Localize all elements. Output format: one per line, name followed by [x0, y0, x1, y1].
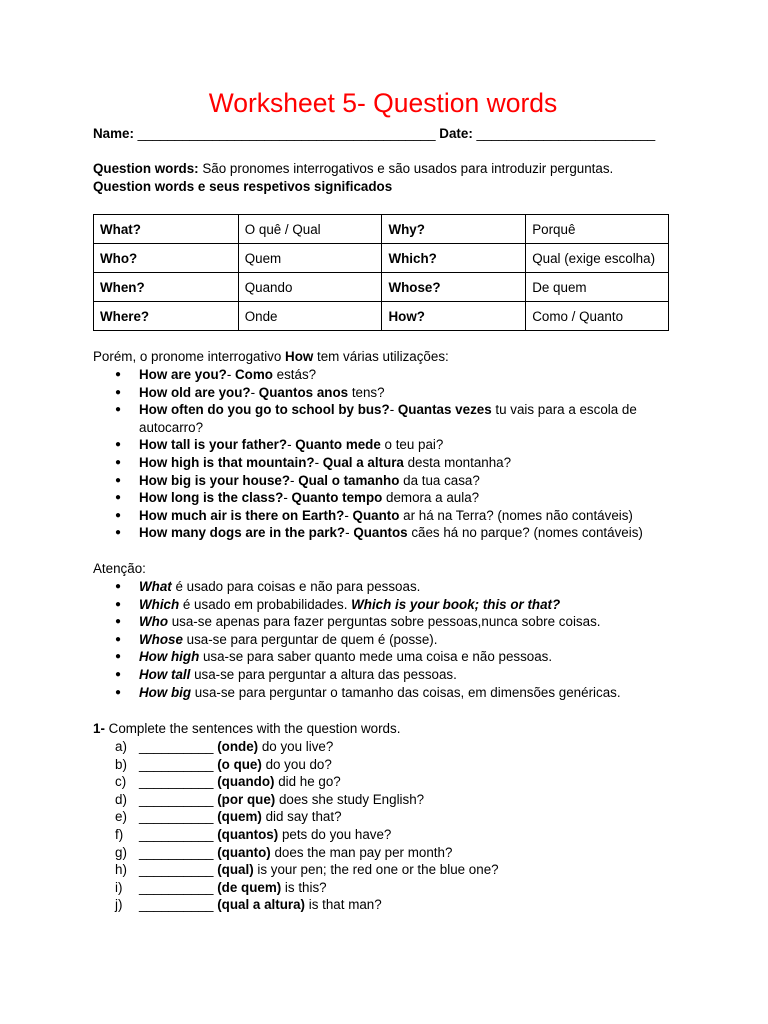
table-row [94, 215, 669, 244]
exercise-letter: f) [115, 826, 124, 842]
how-example-item: ● How often do you go to school by bus?- Quantas vezes tu vais para a escola de autocarro? [93, 401, 673, 436]
exercise-hint: (qual) [217, 862, 254, 878]
table-cell-question-word: Which? [382, 244, 526, 273]
attention-word: Who [139, 614, 168, 630]
table-cell-meaning: O quê / Qual [238, 215, 382, 244]
how-example-pt: Quantas vezes [397, 402, 492, 418]
how-example-en: How long is the class? [139, 490, 284, 506]
name-field[interactable]: ________________________________________ [137, 126, 436, 141]
exercise-item: b) __________ (o que) do you do? [93, 756, 499, 774]
how-example-en: How tall is your father? [139, 437, 288, 453]
how-examples-list [93, 366, 673, 542]
exercise-letter: h) [115, 862, 127, 878]
attention-word: How big [139, 684, 192, 700]
exercise-hint: (quem) [217, 809, 262, 825]
exercise-item: h) __________ (qual) is your pen; the red one or the blue one? [93, 861, 499, 879]
attention-note-item: ● How high usa-se para saber quanto mede uma coisa e não pessoas. [93, 648, 673, 666]
table-cell-meaning: Quando [238, 273, 382, 302]
answer-blank[interactable]: __________ [139, 879, 214, 895]
intro-label: Question words: [93, 161, 199, 176]
table-cell-question-word: Whose? [382, 273, 526, 302]
answer-blank[interactable]: __________ [139, 862, 214, 878]
table-cell-meaning: Onde [238, 302, 382, 331]
attention-word: How tall [139, 666, 191, 682]
exercise-letter: b) [115, 756, 127, 772]
exercise-item: a) __________ (onde) do you live? [93, 738, 499, 756]
exercise-letter: i) [115, 879, 123, 895]
attention-notes-list [93, 578, 673, 701]
attention-note-item: ● How tall usa-se para perguntar a altura das pessoas. [93, 666, 673, 684]
table-row [94, 302, 669, 331]
attention-word: Whose [139, 631, 183, 647]
how-example-pt: Qual o tamanho [298, 472, 400, 488]
attention-word: How high [139, 649, 200, 665]
how-example-en: How old are you? [139, 384, 251, 400]
date-field[interactable]: ________________________ [476, 126, 656, 141]
attention-word: Which [139, 596, 180, 612]
how-example-pt: Quanto tempo [291, 490, 383, 506]
how-intro: Porém, o pronome interrogativo How tem várias utilizações: [93, 349, 449, 364]
attention-label: Atenção: [93, 561, 146, 576]
how-example-en: How are you? [139, 367, 227, 382]
exercise-letter: c) [115, 774, 127, 790]
attention-word: What [139, 579, 172, 594]
answer-blank[interactable]: __________ [139, 809, 214, 825]
exercise-letter: g) [115, 844, 127, 860]
exercise-item: e) __________ (quem) did say that? [93, 808, 499, 826]
answer-blank[interactable]: __________ [139, 739, 214, 754]
how-example-en: How many dogs are in the park? [139, 525, 346, 541]
how-example-en: How big is your house? [139, 472, 291, 488]
intro-subheading: Question words e seus respetivos significados [93, 179, 393, 194]
exercise-item: j) __________ (qual a altura) is that man? [93, 896, 499, 914]
table-cell-meaning: De quem [526, 273, 669, 302]
exercise-letter: j) [115, 897, 123, 913]
question-words-table [93, 214, 669, 331]
how-word: How [285, 349, 314, 364]
worksheet-title: Worksheet 5- Question words [208, 88, 558, 118]
exercise-item: c) __________ (quando) did he go? [93, 773, 499, 791]
exercise-letter: a) [115, 739, 127, 754]
exercise-item: f) __________ (quantos) pets do you have? [93, 826, 499, 844]
table-cell-question-word: When? [94, 273, 239, 302]
intro-line [93, 160, 613, 178]
how-example-en: How high is that mountain? [139, 454, 315, 470]
attention-note-item: ● How big usa-se para perguntar o tamanho das coisas, em dimensões genéricas. [93, 684, 673, 702]
name-date-line [93, 125, 655, 143]
exercise-item: g) __________ (quanto) does the man pay per month? [93, 844, 499, 862]
exercise-letter: d) [115, 791, 127, 807]
exercise-letter: e) [115, 809, 127, 825]
how-example-pt: Quantos anos [258, 384, 349, 400]
table-cell-meaning: Qual (exige escolha) [526, 244, 669, 273]
exercise-hint: (por que) [217, 791, 276, 807]
date-label: Date: [439, 126, 473, 141]
how-example-pt: Quantos [353, 525, 408, 541]
exercise-item: d) __________ (por que) does she study English? [93, 791, 499, 809]
answer-blank[interactable]: __________ [139, 756, 214, 772]
how-example-item: ● How tall is your father?- Quanto mede o teu pai? [93, 436, 673, 454]
how-example-pt: Qual a altura [322, 454, 404, 470]
exercise-hint: (quando) [217, 774, 275, 790]
table-cell-meaning: Porquê [526, 215, 669, 244]
answer-blank[interactable]: __________ [139, 791, 214, 807]
attention-note-item: ● Whose usa-se para perguntar de quem é (posse). [93, 631, 673, 649]
attention-note-item: ● Which é usado em probabilidades. Which is your book; this or that? [93, 596, 673, 614]
exercise-list [93, 738, 499, 914]
table-cell-question-word: What? [94, 215, 239, 244]
exercise-item: i) __________ (de quem) is this? [93, 879, 499, 897]
exercise-hint: (quantos) [217, 826, 279, 842]
exercise-hint: (qual a altura) [217, 897, 306, 913]
table-cell-question-word: How? [382, 302, 526, 331]
table-cell-question-word: Who? [94, 244, 239, 273]
how-example-item: ● How long is the class?- Quanto tempo demora a aula? [93, 489, 673, 507]
how-example-pt: Quanto [352, 507, 400, 523]
table-cell-question-word: Why? [382, 215, 526, 244]
exercise-number: 1- [93, 721, 105, 736]
how-example-item: ● How are you?- Como estás? [93, 366, 673, 384]
table-cell-meaning: Quem [238, 244, 382, 273]
table-row [94, 273, 669, 302]
intro-text: São pronomes interrogativos e são usados para introduzir perguntas. [198, 161, 614, 176]
name-label: Name: [93, 126, 134, 141]
how-example-item: ● How many dogs are in the park?- Quantos cães há no parque? (nomes contáveis) [93, 524, 673, 542]
exercise-hint: (de quem) [217, 879, 282, 895]
exercise-hint: (quanto) [217, 844, 271, 860]
exercise-hint: (onde) [217, 739, 259, 754]
how-example-item: ● How big is your house?- Qual o tamanho da tua casa? [93, 472, 673, 490]
how-example-item: ● How old are you?- Quantos anos tens? [93, 384, 673, 402]
attention-example: Which is your book; this or that? [351, 596, 561, 612]
how-example-en: How much air is there on Earth? [139, 507, 345, 523]
how-example-item: ● How much air is there on Earth?- Quanto ar há na Terra? (nomes não contáveis) [93, 507, 673, 525]
table-row [94, 244, 669, 273]
exercise-instruction: 1- Complete the sentences with the question words. [93, 721, 401, 736]
how-example-pt: Quanto mede [295, 437, 381, 453]
how-example-item: ● How high is that mountain?- Qual a altura desta montanha? [93, 454, 673, 472]
exercise-hint: (o que) [217, 756, 262, 772]
table-cell-meaning: Como / Quanto [526, 302, 669, 331]
attention-note-item: ● What é usado para coisas e não para pessoas. [93, 578, 673, 596]
table-cell-question-word: Where? [94, 302, 239, 331]
answer-blank[interactable]: __________ [139, 774, 214, 790]
how-example-pt: Como [235, 367, 273, 382]
attention-note-item: ● Who usa-se apenas para fazer perguntas sobre pessoas,nunca sobre coisas. [93, 613, 673, 631]
answer-blank[interactable]: __________ [139, 844, 214, 860]
answer-blank[interactable]: __________ [139, 826, 214, 842]
how-example-en: How often do you go to school by bus? [139, 402, 390, 418]
answer-blank[interactable]: __________ [139, 897, 214, 913]
